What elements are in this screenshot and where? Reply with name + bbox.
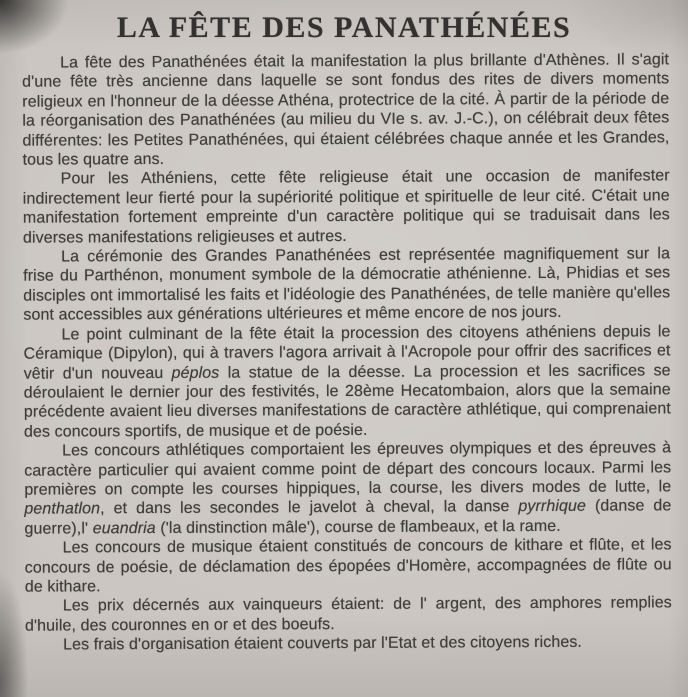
text-segment: La fête des Panathénées était la manifestation la plus brillante d'Athènes. Il s'agit d'une fête très ancienne dans laquelle se sont fondus des rites de divers moments religieux en l'honneur de la déesse Athéna, protectrice de la cité. À partir de la période de la réorganisation des Panathénées (au milieu du VIe s. av. J.-C.), on célébrait deux fêtes différentes: les Petites Panathénées, qui étaient célébrées chaque année et les Grandes, tous les quatre ans.	[22, 51, 670, 169]
plaque-body	[0, 50, 688, 655]
italic-text-segment: euandria	[92, 519, 156, 538]
paragraph-5	[24, 438, 671, 538]
page-title: LA FÊTE DES PANATHÉNÉES	[116, 11, 572, 44]
paragraph-4	[23, 322, 671, 442]
text-segment: La cérémonie des Grandes Panathénées est représentée magnifiquement sur la frise du Parthénon, monument symbole de la démocratie athénienne. Là, Phidias et ses disciples ont immortalisé les faits et l'idéologie des Panathénées, de telle manière qu'elles sont accessibles aux générations ultérieures et même encore de nos jours.	[23, 245, 671, 324]
paragraph-7	[25, 594, 672, 636]
text-segment: Les frais d'organisation étaient couverts par l'Etat et des citoyens riches.	[63, 633, 583, 654]
paragraph-2	[23, 167, 670, 248]
text-segment: ('la dinstinction mâle'), course de flambeaux, et la rame.	[155, 517, 561, 537]
paragraph-8	[25, 632, 672, 655]
italic-text-segment: penthatlon	[24, 500, 101, 519]
italic-text-segment: péplos	[171, 364, 220, 382]
text-segment: Les concours de musique étaient constitués de concours de kithare et flûte, et les concours de poésie, de déclamation des épopées d'Homère, accompagnées de flûte ou de kithare.	[24, 536, 672, 596]
text-segment: (danse de guerre),l'	[24, 497, 672, 538]
italic-text-segment: pyrrhique	[518, 498, 587, 516]
text-segment: Les prix décernés aux vainqueurs étaient: de l' argent, des amphores remplies d'huile, des couronnes en or et des boeufs.	[24, 594, 672, 635]
paragraph-3	[23, 244, 670, 325]
paragraph-1	[22, 50, 670, 170]
text-segment: Les concours athlétiques comportaient les épreuves olympiques et des épreuves à caractère particulier qui avaient comme point de départ des concours locaux. Parmi les premières on compte les courses hippiques, la course, les divers modes de lutte, le	[24, 439, 672, 499]
text-segment: Pour les Athéniens, cette fête religieuse était une occasion de manifester indirectement leur fierté pour la supériorité politique et spirituelle de leur cité. C'était une manifestation fortement empreinte d'un caractère politique qui se traduisait dans les diverses manifestations religieuses et autres.	[22, 167, 670, 247]
text-segment: Le point culminant de la fête était la procession des citoyens athéniens depuis le Céramique (Dipylon), qui à travers l'agora arrivait à l'Acropole pour offrir des sacrifices et vêtir d'un nouveau	[23, 322, 671, 383]
paragraph-6	[25, 535, 672, 597]
text-segment: la statue de la déesse. La procession et les sacrifices se déroulaient le dernier jour des festivités, le 28ème Hecatombaion, alors que la semaine précédente avaient lieu diverses manifestations de caractère athlétique, qui comprenaient des concours sportifs, de musique et de poésie.	[23, 361, 671, 441]
text-segment: , et dans les secondes le javelot à cheval, la danse	[100, 498, 519, 518]
